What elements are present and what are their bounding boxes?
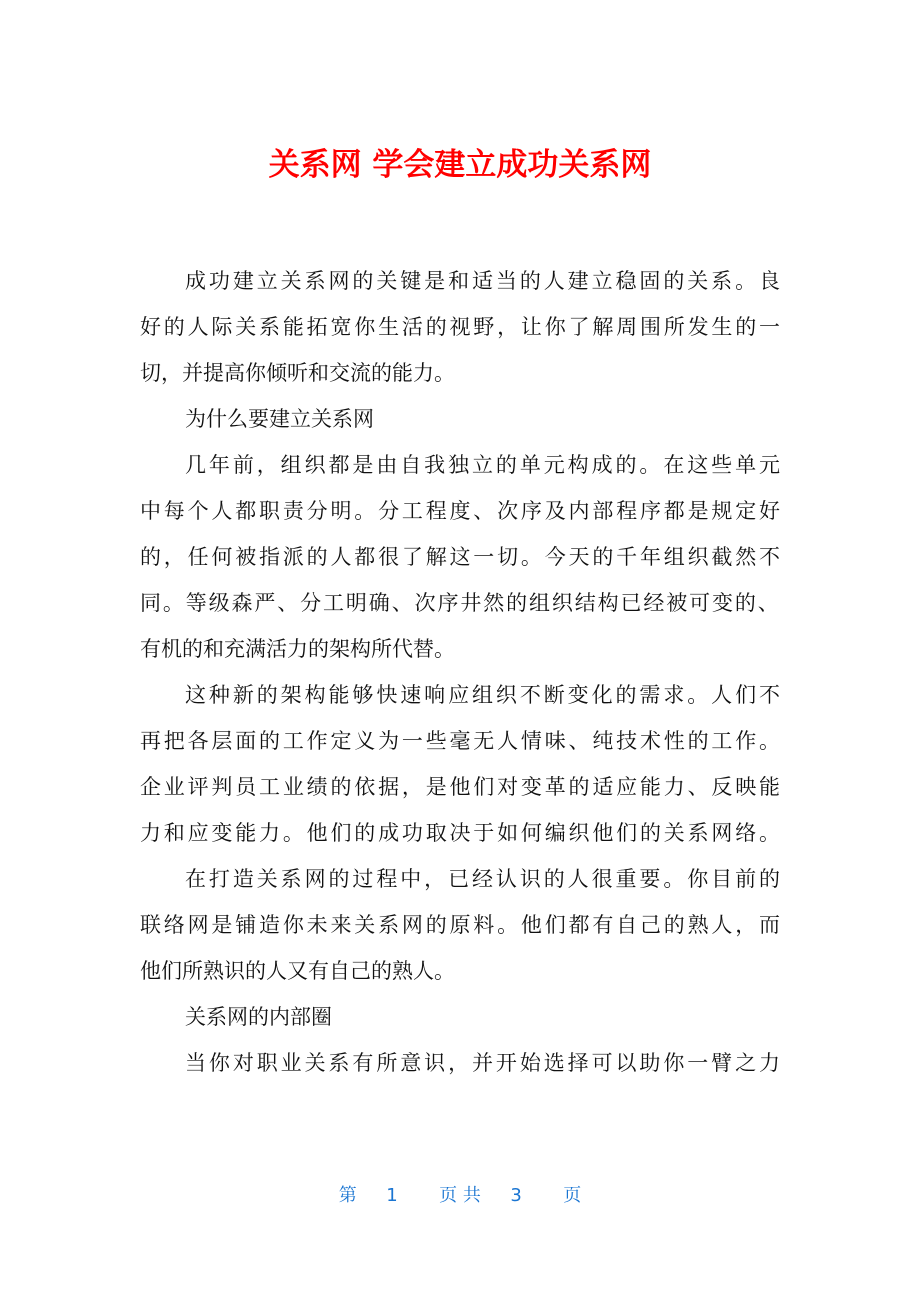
document-body [140, 258, 780, 1086]
heading-line: 为什么要建立关系网 [185, 407, 374, 431]
section-heading-inner-circle [140, 994, 780, 1040]
text-line: 好的人际关系能拓宽你生活的视野，让你了解周围所发生的一 [140, 315, 780, 339]
text-line: 几年前，组织都是由自我独立的单元构成的。在这些单元 [185, 453, 780, 477]
paragraph-new-structure [140, 672, 780, 856]
text-line: 有机的和充满活力的架构所代替。 [140, 637, 455, 661]
text-line: 企业评判员工业绩的依据，是他们对变革的适应能力、反映能 [140, 775, 780, 799]
page-prefix: 第 [338, 1185, 357, 1206]
text-line: 这种新的架构能够快速响应组织不断变化的需求。人们不 [185, 683, 780, 707]
paragraph-contacts [140, 856, 780, 994]
section-heading-why [140, 396, 780, 442]
current-page-number: 1 [386, 1185, 398, 1206]
text-line: 他们所熟识的人又有自己的熟人。 [140, 959, 455, 983]
paragraph-intro [140, 258, 780, 396]
total-pages-number: 3 [510, 1185, 522, 1206]
text-line: 当你对职业关系有所意识，并开始选择可以助你一臂之力 [185, 1051, 780, 1075]
text-line: 在打造关系网的过程中，已经认识的人很重要。你目前的 [185, 867, 780, 891]
heading-line: 关系网的内部圈 [185, 1005, 332, 1029]
text-line: 力和应变能力。他们的成功取决于如何编织他们的关系网络。 [140, 821, 780, 845]
text-line: 再把各层面的工作定义为一些毫无人情味、纯技术性的工作。 [140, 729, 780, 753]
text-line: 中每个人都职责分明。分工程度、次序及内部程序都是规定好 [140, 499, 780, 523]
text-line: 切，并提高你倾听和交流的能力。 [140, 361, 455, 385]
text-line: 成功建立关系网的关键是和适当的人建立稳固的关系。良 [185, 269, 780, 293]
paragraph-history [140, 442, 780, 672]
page-mid-label: 页 共 [439, 1185, 481, 1206]
text-line: 同。等级森严、分工明确、次序井然的组织结构已经被可变的、 [140, 591, 780, 615]
text-line: 的，任何被指派的人都很了解这一切。今天的千年组织截然不 [140, 545, 780, 569]
text-line: 联络网是铺造你未来关系网的原料。他们都有自己的熟人，而 [140, 913, 780, 937]
document-title: 关系网 学会建立成功关系网 [268, 147, 652, 183]
paragraph-awareness [140, 1040, 780, 1086]
page-suffix: 页 [563, 1185, 582, 1206]
page-footer [0, 1183, 920, 1209]
